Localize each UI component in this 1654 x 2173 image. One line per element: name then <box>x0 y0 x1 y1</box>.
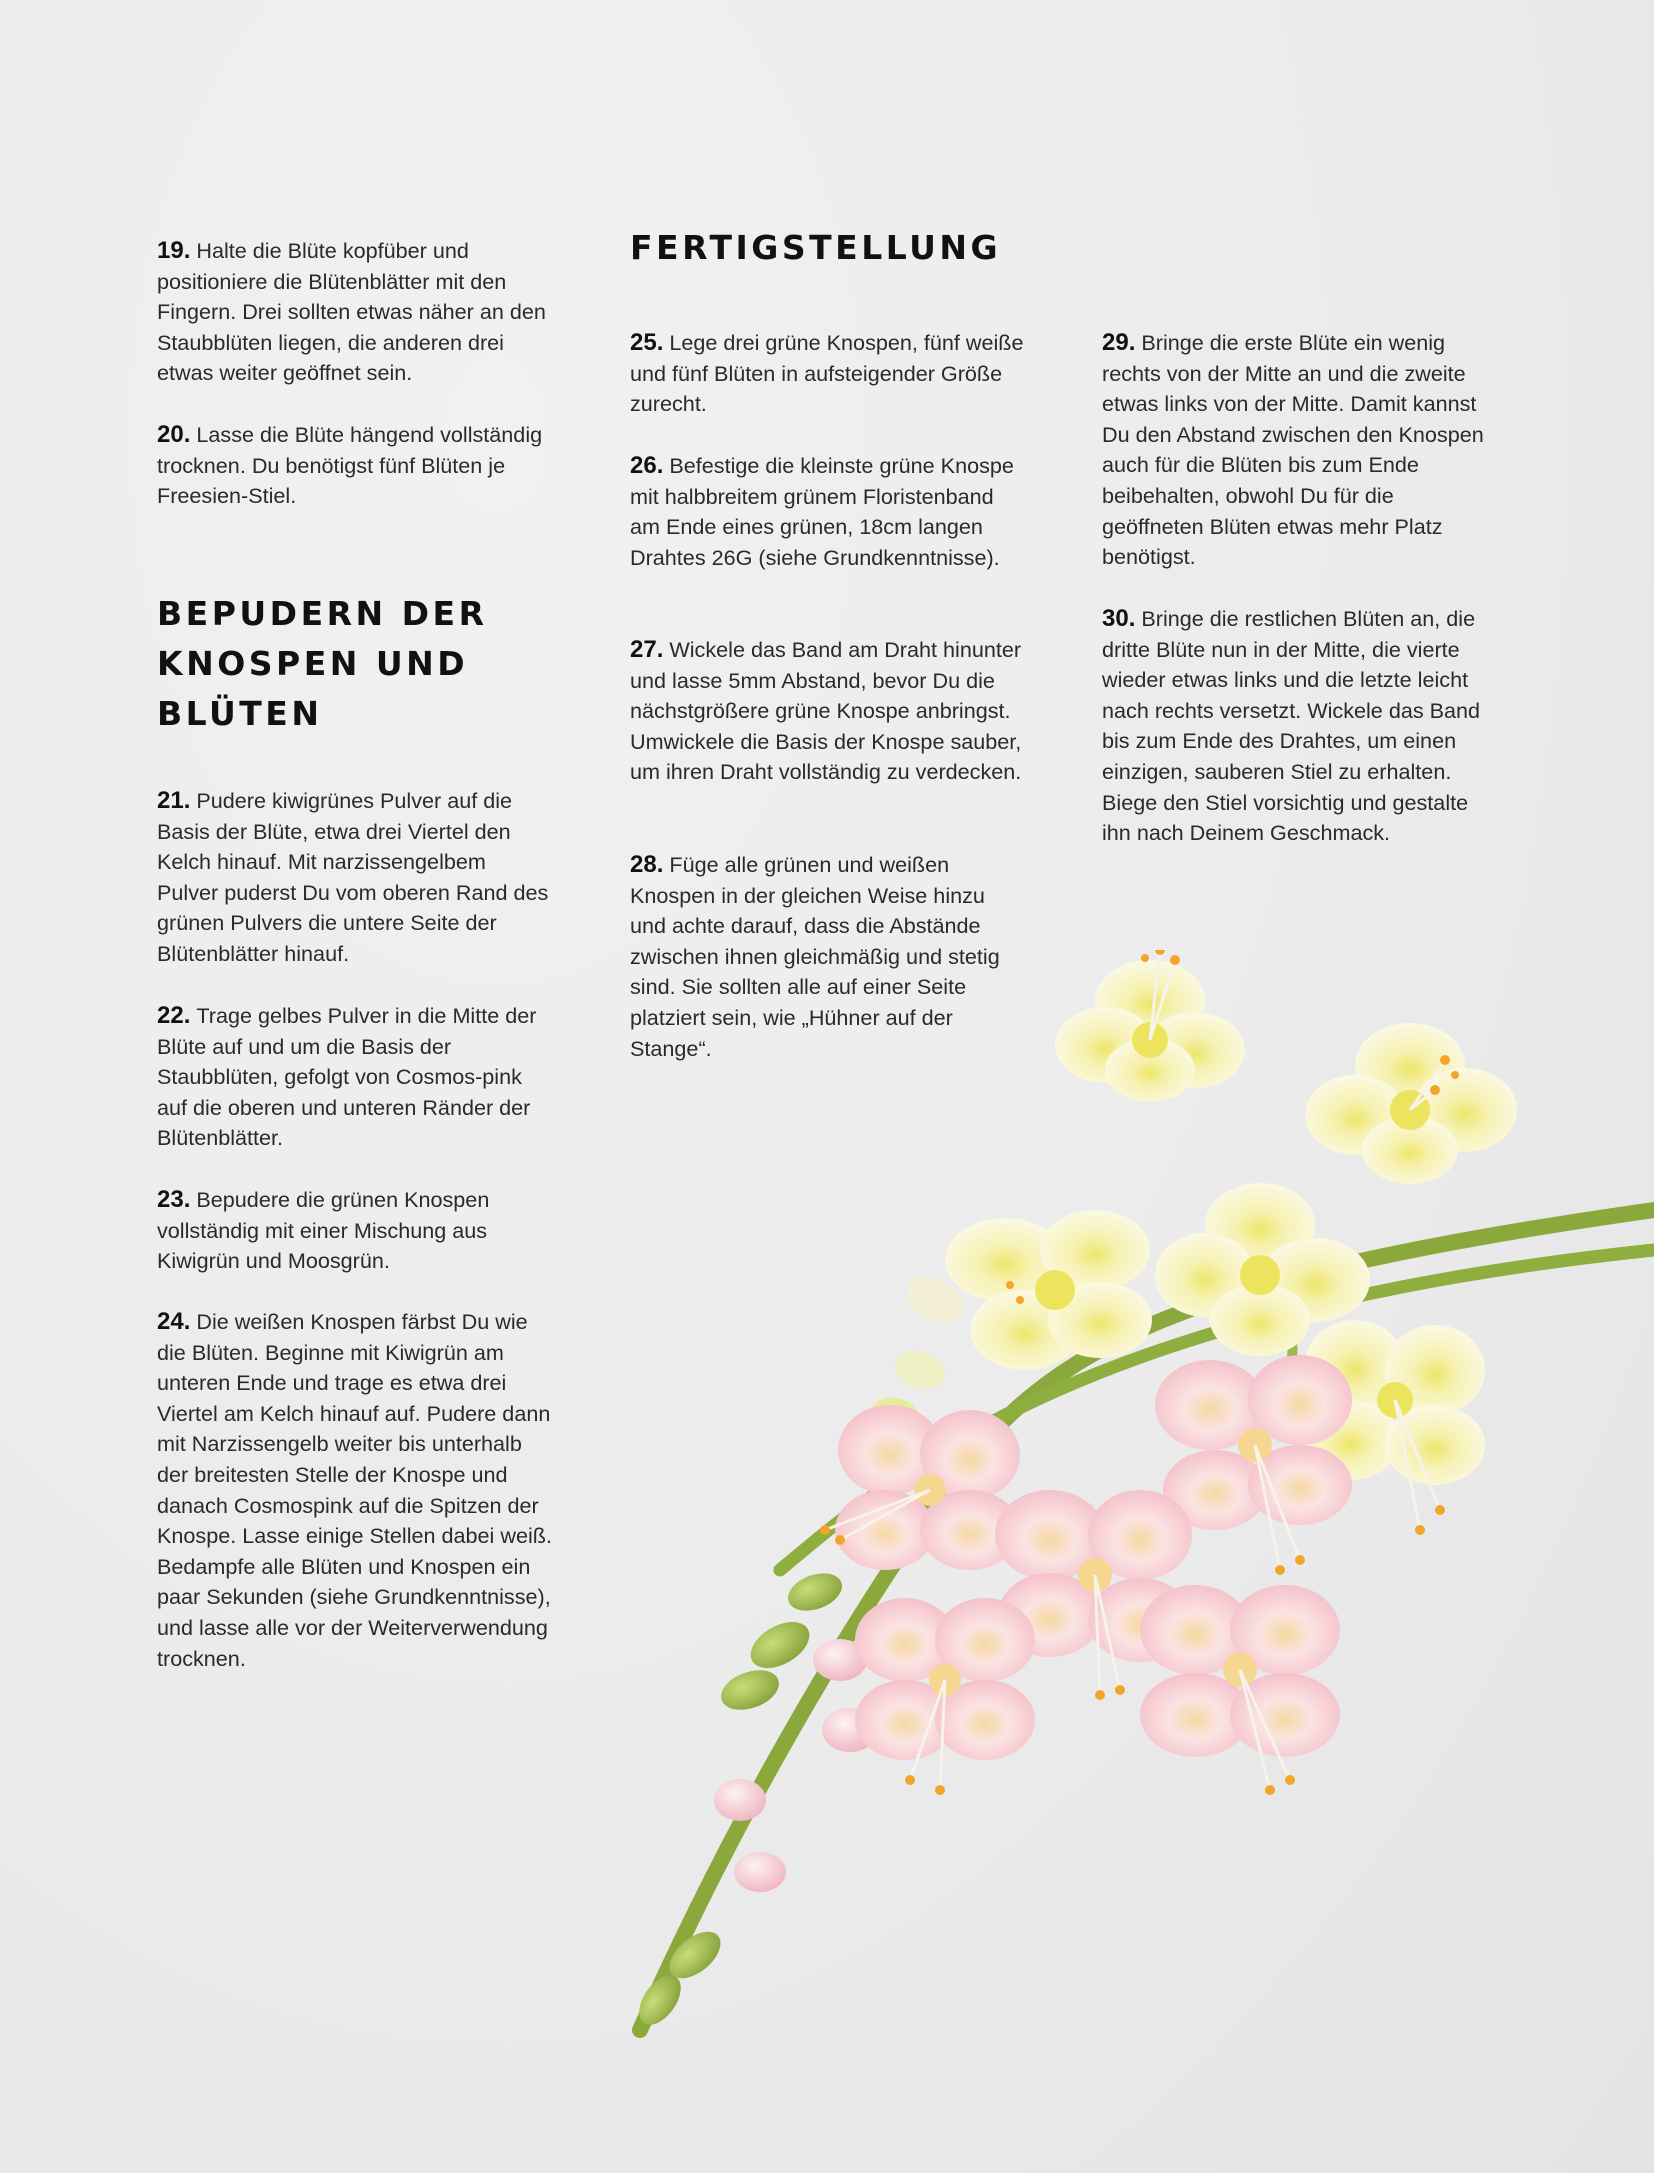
pink-bud <box>734 1852 786 1892</box>
green-bud <box>743 1613 817 1678</box>
step-21 <box>157 786 552 970</box>
pink-bud <box>714 1779 766 1821</box>
step-20 <box>157 420 552 512</box>
step-26 <box>630 451 1025 573</box>
step-25 <box>630 328 1025 420</box>
step-24 <box>157 1307 552 1674</box>
step-number: 22. <box>157 1002 191 1029</box>
green-bud <box>783 1566 847 1617</box>
step-19 <box>157 236 552 389</box>
step-22 <box>157 1001 552 1154</box>
step-number: 25. <box>630 329 664 356</box>
step-number: 30. <box>1102 605 1136 632</box>
step-number: 19. <box>157 237 191 264</box>
step-text: Trage gelbes Pulver in die Mitte der Blüte auf und um die Basis der Staubblüten, gefolgt von Cosmos-pink auf die oberen und unteren Ränder der Blütenblätter. <box>157 1003 537 1151</box>
step-number: 23. <box>157 1186 191 1213</box>
step-number: 29. <box>1102 329 1136 356</box>
pink-flower <box>855 1598 1035 1760</box>
step-text: Lege drei grüne Knospen, fünf weiße und fünf Blüten in aufsteigender Größe zurecht. <box>630 330 1024 417</box>
step-text: Wickele das Band am Draht hinunter und lasse 5mm Abstand, bevor Du die nächstgrößere grüne Knospe anbringst. Umwickele die Basis der Knospe sauber, um ihren Draht vollständig zu verdecken. <box>630 637 1022 785</box>
white-flower <box>945 1210 1152 1370</box>
pink-flowers <box>835 1355 1352 1760</box>
freesia-stem-illustration <box>600 950 1654 2100</box>
heading-line: KNOSPEN UND <box>157 644 469 683</box>
section-heading-fertigstellung: FERTIGSTELLUNG <box>630 228 1002 267</box>
step-text: Die weißen Knospen färbst Du wie die Blüten. Beginne mit Kiwigrün am unteren Ende und trage es etwa drei Viertel am Kelch hinauf auf. Pudere dann mit Narzissengelb weiter bis unterhalb der breitesten Stelle der Knospe und danach Cosmospink auf die Spitzen der Knospe. Lasse einige Stellen dabei weiß. Bedampfe alle Blüten und Knospen ein paar Sekunden (siehe Grundkenntnisse), und lasse alle vor der Weiterverwendung trocknen. <box>157 1309 552 1671</box>
step-number: 27. <box>630 636 664 663</box>
step-number: 21. <box>157 787 191 814</box>
pink-flower <box>835 1405 1020 1570</box>
section-heading-bepudern <box>157 589 552 739</box>
step-number: 26. <box>630 452 664 479</box>
green-bud <box>716 1663 785 1717</box>
step-text: Bringe die restlichen Blüten an, die dritte Blüte nun in der Mitte, die vierte wieder etwas links und die letzte leicht nach rechts versetzt. Wickele das Band bis zum Ende des Drahtes, um einen einzigen, sauberen Stiel zu erhalten. Biege den Stiel vorsichtig und gestalte ihn nach Deinem Geschmack. <box>1102 606 1481 846</box>
step-27 <box>630 635 1025 788</box>
white-bud <box>889 1344 950 1396</box>
step-text: Befestige die kleinste grüne Knospe mit halbbreitem grünem Floristenband am Ende eines grünen, 18cm langen Drahtes 26G (siehe Grundkenntnisse). <box>630 453 1014 570</box>
step-30 <box>1102 604 1497 849</box>
step-text: Füge alle grünen und weißen Knospen in der gleichen Weise hinzu und achte darauf, dass die Abstände zwischen ihnen gleichmäßig und stetig sind. Sie sollten alle auf einer Seite platziert sein, wie „Hühner auf der Stange“. <box>630 852 1000 1061</box>
step-text: Pudere kiwigrünes Pulver auf die Basis der Blüte, etwa drei Viertel den Kelch hinauf. Mit narzissengelbem Pulver puderst Du vom oberen Rand des grünen Pulvers die untere Seite der Blütenblätter hinauf. <box>157 788 549 966</box>
step-text: Halte die Blüte kopfüber und positioniere die Blütenblätter mit den Fingern. Drei sollten etwas näher an den Staubblüten liegen, die anderen drei etwas weiter geöffnet sein. <box>157 238 546 386</box>
step-text: Lasse die Blüte hängend vollständig trocknen. Du benötigst fünf Blüten je Freesien-Stiel. <box>157 422 543 509</box>
heading-line: BEPUDERN DER <box>157 594 488 633</box>
step-29 <box>1102 328 1497 573</box>
step-number: 28. <box>630 851 664 878</box>
white-flower <box>1305 1023 1517 1184</box>
step-number: 24. <box>157 1308 191 1335</box>
step-text: Bringe die erste Blüte ein wenig rechts von der Mitte an und die zweite etwas links von der Mitte. Damit kannst Du den Abstand zwischen den Knospen auch für die Blüten bis zum Ende beibehalten, obwohl Du für die geöffneten Blüten etwas mehr Platz benötigst. <box>1102 330 1484 570</box>
step-23 <box>157 1185 552 1277</box>
heading-line: BLÜTEN <box>157 694 323 733</box>
step-number: 20. <box>157 421 191 448</box>
step-text: Bepudere die grünen Knospen vollständig mit einer Mischung aus Kiwigrün und Moosgrün. <box>157 1187 490 1274</box>
